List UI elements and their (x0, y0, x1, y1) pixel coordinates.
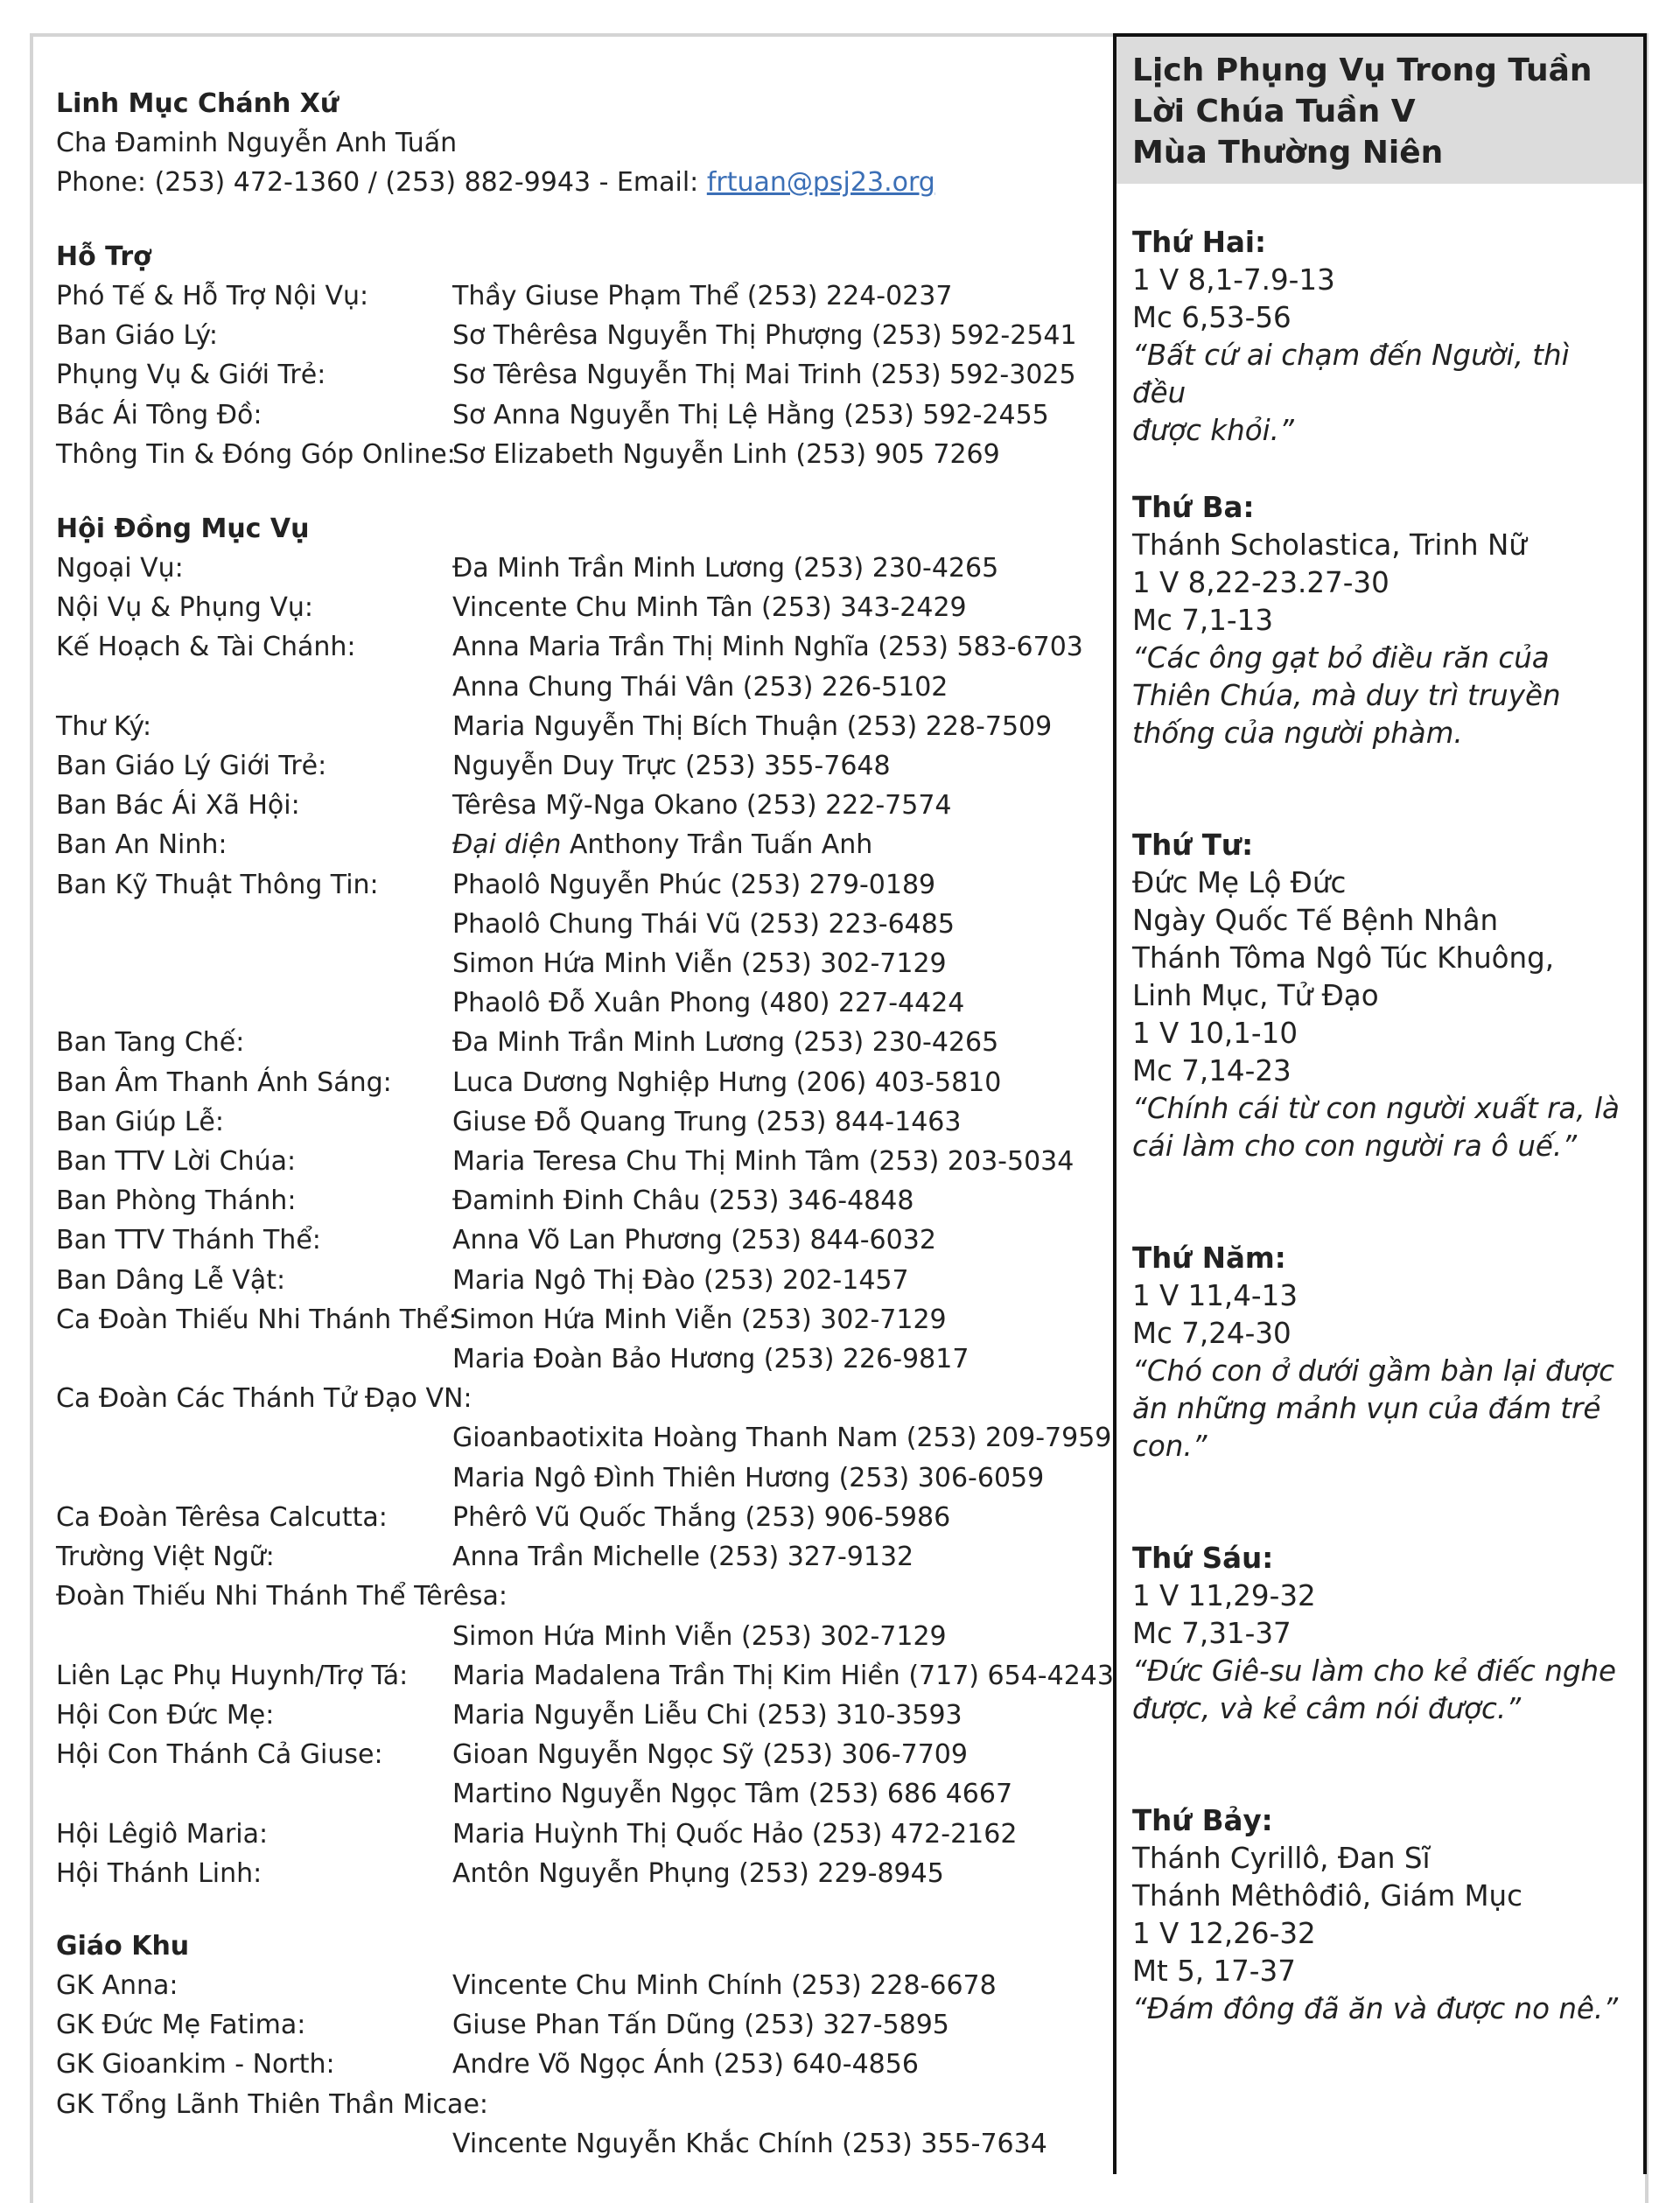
reading-line: Mc 7,31-37 (1132, 1617, 1292, 1650)
row-role: Ban Giáo Lý Giới Trẻ: (56, 751, 327, 782)
row-person-name: Phaolô Nguyễn Phúc (253) 279-0189 (452, 869, 936, 900)
row-person-name: Vincente Chu Minh Chính (253) 228-6678 (452, 1969, 997, 2001)
row-person (452, 2124, 1047, 2164)
liturgy-day (1132, 489, 1628, 752)
row-role (56, 2124, 452, 2164)
directory-row (56, 1418, 1112, 1458)
directory-row (56, 786, 1088, 825)
liturgy-day (1132, 1240, 1628, 1465)
support-heading: Hỗ Trợ (56, 241, 151, 272)
liturgy-title-line: Mùa Thường Niên (1132, 135, 1444, 171)
council-heading: Hội Đồng Mục Vụ (56, 514, 310, 545)
row-person-name: Maria Madalena Trần Thị Kim Hiền (717) 654-4243 (452, 1660, 1114, 1691)
row-role: Thư Ký: (56, 710, 152, 742)
row-person (452, 435, 1000, 474)
liturgy-day (1132, 224, 1628, 450)
row-person (452, 865, 935, 905)
row-role (56, 668, 452, 707)
row-person (452, 1142, 1074, 1181)
directory-row (56, 1102, 1088, 1142)
row-person (452, 1339, 969, 1379)
liturgy-title (1116, 37, 1643, 184)
row-person (452, 905, 955, 944)
reading-line: Mt 5, 17-37 (1132, 1955, 1296, 1988)
row-role: Đoàn Thiếu Nhi Thánh Thể Têrêsa: (56, 1581, 508, 1612)
row-role: Ban Tang Chế: (56, 1027, 245, 1059)
row-person-name: Anna Chung Thái Vân (253) 226-5102 (452, 671, 948, 703)
directory-row (56, 1458, 1088, 1498)
reading-line: 1 V 8,22-23.27-30 (1132, 566, 1390, 599)
row-person (452, 549, 998, 588)
row-role: Ngoại Vụ: (56, 553, 184, 584)
row-role: Ban Phòng Thánh: (56, 1185, 297, 1217)
row-person-name: Vincente Nguyễn Khắc Chính (253) 355-7634 (452, 2128, 1047, 2159)
row-person-name: Têrêsa Mỹ-Nga Okano (253) 222-7574 (452, 790, 952, 822)
row-role: Ca Đoàn Thiếu Nhi Thánh Thể: (56, 1304, 458, 1335)
row-person-name: Đa Minh Trần Minh Lương (253) 230-4265 (452, 1027, 999, 1059)
row-person-name: Gioanbaotixita Hoàng Thanh Nam (253) 209-7959 (452, 1423, 1112, 1454)
directory-row (56, 1656, 1114, 1696)
row-person-name: Phaolô Đỗ Xuân Phong (480) 227-4424 (452, 988, 965, 1019)
liturgy-days (1116, 184, 1643, 2028)
row-person (452, 1458, 1044, 1498)
row-role: GK Anna: (56, 1969, 178, 2001)
row-person-name: Phêrô Vũ Quốc Thắng (253) 906-5986 (452, 1501, 951, 1533)
directory-row (56, 1498, 1088, 1537)
row-person (452, 2005, 949, 2045)
day-title: Thứ Ba: (1132, 491, 1255, 524)
directory-row (56, 944, 1088, 983)
row-person-name: Anna Trần Michelle (253) 327-9132 (452, 1542, 914, 1573)
row-person-name: Simon Hứa Minh Viễn (253) 302-7129 (452, 948, 947, 980)
reading-line: 1 V 12,26-32 (1132, 1917, 1316, 1950)
day-title: Thứ Hai: (1132, 226, 1267, 259)
directory-row (56, 316, 1088, 355)
support-list (56, 276, 1088, 474)
directory-row (56, 668, 1088, 707)
row-person-name: Nguyễn Duy Trực (253) 355-7648 (452, 751, 891, 782)
directory-row (56, 2005, 1088, 2045)
directory-row (56, 355, 1088, 395)
directory-row (56, 2085, 1088, 2124)
directory-column (56, 84, 1114, 2164)
liturgy-day (1132, 1802, 1628, 2028)
directory-row (56, 395, 1088, 435)
reading-line: 1 V 11,4-13 (1132, 1279, 1298, 1312)
reading-line: Linh Mục, Tử Đạo (1132, 979, 1379, 1012)
pastor-contact (56, 163, 1088, 202)
row-person-name: Maria Ngô Thị Đào (253) 202-1457 (452, 1264, 909, 1296)
row-role (56, 1458, 452, 1498)
gospel-quote-line: “Đám đông đã ăn và được no nê.” (1132, 1992, 1619, 2025)
liturgy-title-line: Lời Chúa Tuần V (1132, 94, 1416, 129)
row-person (452, 355, 1076, 395)
row-person (452, 746, 891, 786)
row-person-name: Đa Minh Trần Minh Lương (253) 230-4265 (452, 553, 999, 584)
pastor-name: Cha Đaminh Nguyễn Anh Tuấn (56, 128, 458, 158)
row-person-name: Sơ Elizabeth Nguyễn Linh (253) 905 7269 (452, 438, 1000, 470)
directory-row (56, 627, 1088, 667)
directory-row (56, 1339, 1088, 1379)
districts-list (56, 1966, 1088, 2164)
row-person (452, 1696, 962, 1735)
row-role: GK Đức Mẹ Fatima: (56, 2010, 306, 2041)
row-role: Ban TTV Lời Chúa: (56, 1146, 297, 1178)
liturgy-title-line: Lịch Phụng Vụ Trong Tuần (1132, 52, 1592, 88)
directory-row (56, 1261, 1088, 1300)
row-person-name: Luca Dương Nghiệp Hưng (206) 403-5810 (452, 1067, 1002, 1098)
gospel-quote-line: con.” (1132, 1430, 1208, 1463)
row-role (56, 1617, 452, 1656)
directory-row (56, 549, 1088, 588)
row-person-name: Maria Huỳnh Thị Quốc Hảo (253) 472-2162 (452, 1818, 1018, 1850)
reading-line: Đức Mẹ Lộ Đức (1132, 866, 1347, 899)
day-title: Thứ Sáu: (1132, 1542, 1274, 1575)
row-role: Ca Đoàn Têrêsa Calcutta: (56, 1501, 388, 1533)
row-person (452, 1854, 944, 1893)
row-person (452, 1815, 1017, 1854)
row-person-name: Sơ Thêrêsa Nguyễn Thị Phượng (253) 592-2541 (452, 320, 1077, 352)
row-person-name: Maria Teresa Chu Thị Minh Tâm (253) 203-5034 (452, 1146, 1074, 1178)
row-person (452, 1418, 1111, 1458)
row-role (56, 1339, 452, 1379)
row-person-name: Thầy Giuse Phạm Thể (253) 224-0237 (452, 281, 953, 311)
row-person (452, 627, 1083, 667)
reading-line: Ngày Quốc Tế Bệnh Nhân (1132, 904, 1499, 937)
reading-line: Thánh Scholastica, Trinh Nữ (1132, 528, 1527, 562)
gospel-quote-line: cái làm cho con người ra ô uế.” (1132, 1129, 1578, 1163)
directory-row (56, 825, 1088, 864)
reading-line: Mc 7,1-13 (1132, 604, 1274, 637)
row-person-name: Sơ Anna Nguyễn Thị Lệ Hằng (253) 592-2455 (452, 399, 1049, 430)
gospel-quote-line: “Đức Giê-su làm cho kẻ điếc nghe (1132, 1654, 1617, 1688)
row-person (452, 668, 948, 707)
row-person (452, 1023, 998, 1062)
row-person-name: Đaminh Đinh Châu (253) 346-4848 (452, 1185, 914, 1217)
row-person (452, 588, 967, 627)
reading-line: Mc 7,14-23 (1132, 1054, 1292, 1088)
row-person (452, 1498, 950, 1537)
gospel-quote-line: “Các ông gạt bỏ điều răn của (1132, 641, 1550, 675)
row-person-name: Martino Nguyễn Ngọc Tâm (253) 686 4667 (452, 1779, 1013, 1810)
row-role: GK Tổng Lãnh Thiên Thần Micae: (56, 2088, 489, 2120)
row-person (452, 1735, 968, 1774)
row-role: Hội Lêgiô Maria: (56, 1818, 269, 1850)
row-person-name: Anthony Trần Tuấn Anh (561, 829, 873, 861)
row-person (452, 276, 952, 316)
gospel-quote-line: thống của người phàm. (1132, 717, 1463, 750)
row-person-name: Phaolô Chung Thái Vũ (253) 223-6485 (452, 908, 955, 940)
row-person-name: Anna Võ Lan Phương (253) 844-6032 (452, 1225, 936, 1256)
row-person (452, 1220, 936, 1260)
row-person (452, 1102, 961, 1142)
row-person (452, 2045, 919, 2084)
row-role: Trường Việt Ngữ: (56, 1542, 275, 1573)
directory-row (56, 1379, 1088, 1418)
directory-row (56, 1966, 1088, 2005)
row-person-name: Vincente Chu Minh Tân (253) 343-2429 (452, 592, 967, 624)
row-person-name: Anna Maria Trần Thị Minh Nghĩa (253) 583-6703 (452, 632, 1083, 663)
row-role: Hội Thánh Linh: (56, 1857, 262, 1889)
reading-line: Thánh Mêthôđiô, Giám Mục (1132, 1879, 1522, 1913)
row-person (452, 1261, 909, 1300)
row-person-name: Maria Đoàn Bảo Hương (253) 226-9817 (452, 1344, 970, 1375)
row-role: Phó Tế & Hỗ Trợ Nội Vụ: (56, 281, 369, 311)
day-title: Thứ Bảy: (1132, 1804, 1273, 1837)
row-person (452, 1966, 997, 2005)
row-person (452, 825, 872, 864)
directory-row (56, 1181, 1088, 1220)
row-person (452, 944, 947, 983)
day-title: Thứ Năm: (1132, 1241, 1286, 1275)
row-role (56, 1418, 452, 1458)
liturgy-day (1132, 1540, 1628, 1728)
gospel-quote-line: “Chính cái từ con người xuất ra, là (1132, 1092, 1620, 1125)
row-role: Nội Vụ & Phụng Vụ: (56, 592, 314, 624)
directory-row (56, 746, 1088, 786)
row-person (452, 1537, 914, 1577)
row-person-name: Sơ Têrêsa Nguyễn Thị Mai Trinh (253) 592-3025 (452, 360, 1076, 391)
council-list (56, 549, 1114, 1893)
directory-row (56, 1815, 1088, 1854)
liturgy-day (1132, 827, 1628, 1165)
row-role: Hội Con Đức Mẹ: (56, 1699, 275, 1731)
row-person-name: Gioan Nguyễn Ngọc Sỹ (253) 306-7709 (452, 1739, 968, 1771)
gospel-quote-line: Thiên Chúa, mà duy trì truyền (1132, 679, 1561, 712)
directory-row (56, 1696, 1088, 1735)
directory-row (56, 1537, 1088, 1577)
directory-row (56, 1220, 1088, 1260)
directory-row (56, 707, 1088, 746)
districts-heading: Giáo Khu (56, 1930, 190, 1962)
reading-line: 1 V 10,1-10 (1132, 1017, 1298, 1050)
directory-row (56, 2124, 1088, 2164)
directory-row (56, 1063, 1088, 1102)
directory-row (56, 1142, 1088, 1181)
row-person (452, 983, 964, 1023)
reading-line: Mc 6,53-56 (1132, 301, 1292, 334)
liturgy-sidebar (1113, 33, 1647, 2174)
row-person (452, 395, 1049, 435)
row-role: Ban TTV Thánh Thể: (56, 1225, 321, 1256)
pastor-contact-phones: Phone: (253) 472-1360 / (253) 882-9943 - Email: (56, 167, 707, 198)
pastor-email-link[interactable]: frtuan@psj23.org (706, 167, 935, 198)
row-role (56, 983, 452, 1023)
row-person-name: Giuse Phan Tấn Dũng (253) 327-5895 (452, 2010, 949, 2041)
directory-row (56, 1735, 1088, 1774)
day-title: Thứ Tư: (1132, 829, 1254, 862)
directory-row (56, 865, 1088, 905)
row-role: Thông Tin & Đóng Góp Online: (56, 438, 456, 470)
row-person-name: Andre Võ Ngọc Ánh (253) 640-4856 (452, 2049, 919, 2081)
gospel-quote-line: được khỏi.” (1132, 414, 1294, 447)
row-role: Ban An Ninh: (56, 829, 228, 861)
row-role: Ban Giúp Lễ: (56, 1106, 224, 1137)
row-role (56, 944, 452, 983)
row-person (452, 316, 1077, 355)
reading-line: Thánh Tôma Ngô Túc Khuông, (1132, 941, 1555, 975)
directory-row (56, 588, 1088, 627)
gospel-quote-line: “Bất cứ ai chạm đến Người, thì đều (1132, 339, 1570, 409)
row-role (56, 905, 452, 944)
row-person (452, 1656, 1114, 1696)
row-role: Ban Bác Ái Xã Hội: (56, 790, 300, 822)
directory-row (56, 905, 1088, 944)
row-role: Bác Ái Tông Đồ: (56, 399, 262, 430)
directory-row (56, 435, 1088, 474)
directory-row (56, 983, 1088, 1023)
row-person (452, 1063, 1001, 1102)
row-role: Kế Hoạch & Tài Chánh: (56, 632, 356, 663)
directory-row (56, 1023, 1088, 1062)
gospel-quote-line: “Chó con ở dưới gầm bàn lại được (1132, 1354, 1615, 1388)
row-person-name: Antôn Nguyễn Phụng (253) 229-8945 (452, 1857, 944, 1889)
directory-row (56, 1300, 1088, 1339)
row-role: Ban Kỹ Thuật Thông Tin: (56, 869, 379, 900)
reading-line: 1 V 11,29-32 (1132, 1579, 1316, 1612)
directory-row (56, 1617, 1088, 1656)
directory-row (56, 2045, 1088, 2084)
row-person (452, 1617, 947, 1656)
row-role: Liên Lạc Phụ Huynh/Trợ Tá: (56, 1660, 409, 1691)
row-person (452, 1300, 947, 1339)
row-person (452, 786, 952, 825)
row-person-name: Simon Hứa Minh Viễn (253) 302-7129 (452, 1620, 947, 1652)
row-person-name: Maria Nguyễn Liễu Chi (253) 310-3593 (452, 1699, 962, 1731)
reading-line: Thánh Cyrillô, Đan Sĩ (1132, 1842, 1431, 1875)
directory-row (56, 276, 1088, 316)
gospel-quote-line: ăn những mảnh vụn của đám trẻ (1132, 1392, 1601, 1425)
pastor-heading: Linh Mục Chánh Xứ (56, 88, 340, 119)
row-role: Phụng Vụ & Giới Trẻ: (56, 360, 326, 391)
row-role: Ban Dâng Lễ Vật: (56, 1264, 286, 1296)
row-person-name: Maria Ngô Đình Thiên Hương (253) 306-6059 (452, 1462, 1045, 1493)
row-person-name: Maria Nguyễn Thị Bích Thuận (253) 228-7509 (452, 710, 1053, 742)
row-role: GK Gioankim - North: (56, 2049, 335, 2081)
row-person (452, 707, 1052, 746)
row-person (452, 1181, 914, 1220)
row-person-note: Đại diện (452, 829, 562, 861)
gospel-quote-line: được, và kẻ câm nói được.” (1132, 1692, 1522, 1725)
reading-line: Mc 7,24-30 (1132, 1317, 1292, 1350)
row-role: Ban Giáo Lý: (56, 320, 219, 352)
directory-row (56, 1854, 1088, 1893)
row-person-name: Giuse Đỗ Quang Trung (253) 844-1463 (452, 1106, 962, 1137)
row-person (452, 1774, 1012, 1814)
row-role: Hội Con Thánh Cả Giuse: (56, 1739, 383, 1771)
reading-line: 1 V 8,1-7.9-13 (1132, 263, 1335, 297)
directory-row (56, 1774, 1088, 1814)
directory-row (56, 1577, 1088, 1616)
row-role: Ca Đoàn Các Thánh Tử Đạo VN: (56, 1383, 472, 1415)
row-role: Ban Âm Thanh Ánh Sáng: (56, 1067, 392, 1098)
row-role (56, 1774, 452, 1814)
row-person-name: Simon Hứa Minh Viễn (253) 302-7129 (452, 1304, 947, 1335)
